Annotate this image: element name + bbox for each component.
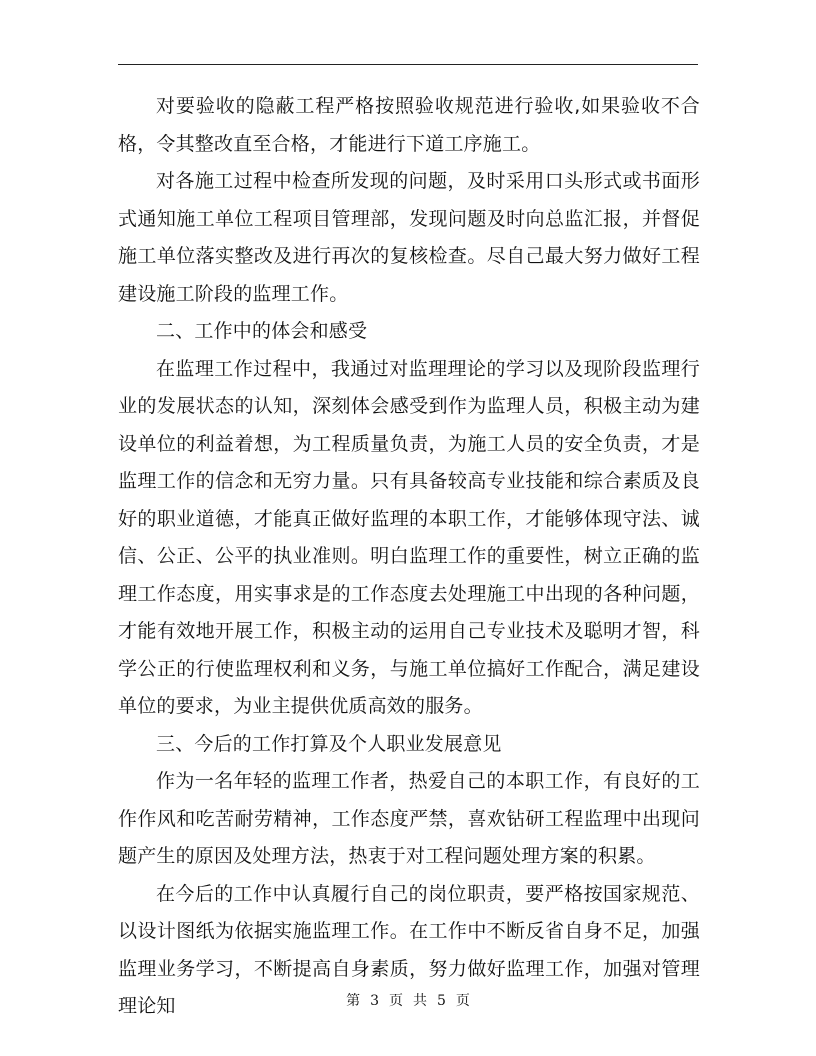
- section-heading-experience: 二、工作中的体会和感受: [156, 320, 368, 342]
- document-body: [118, 88, 700, 1026]
- footer-page-word: 页: [389, 993, 403, 1009]
- paragraph-future-work: 在今后的工作中认真履行自己的岗位职责，要严格按国家规范、以设计图纸为依据实施监理工作。在工作中不断反省自身不足，加强监理业务学习，不断提高自身素质，努力做好监理工作，加强对管理理论知: [118, 882, 700, 1017]
- page-footer: [0, 990, 816, 1010]
- footer-prefix: 第: [346, 993, 361, 1009]
- paragraph-self-description: 作为一名年轻的监理工作者，热爱自己的本职工作，有良好的工作作风和吃苦耐劳精神，工作态度严禁，喜欢钻研工程监理中出现问题产生的原因及处理方法，热衷于对工程问题处理方案的积累。: [118, 770, 700, 867]
- paragraph-issue-handling: 对各施工过程中检查所发现的问题，及时采用口头形式或书面形式通知施工单位工程项目管理部，发现问题及时向总监汇报，并督促施工单位落实整改及进行再次的复核检查。尽自己最大努力做好工程建设施工阶段的监理工作。: [118, 170, 700, 305]
- footer-total-word: 共: [413, 993, 427, 1009]
- header-rule: [118, 64, 698, 65]
- paragraph-experience: 在监理工作过程中，我通过对监理理论的学习以及现阶段监理行业的发展状态的认知，深刻体会感受到作为监理人员，积极主动为建设单位的利益着想，为工程质量负责，为施工人员的安全负责，才是监理工作的信念和无穷力量。只有具备较高专业技能和综合素质及良好的职业道德，才能真正做好监理的本职工作，才能够体现守法、诚信、公正、公平的执业准则。明白监理工作的重要性，树立正确的监理工作态度，用实事求是的工作态度去处理施工中出现的各种问题，才能有效地开展工作，积极主动的运用自己专业技术及聪明才智，科学公正的行使监理权利和义务，与施工单位搞好工作配合，满足建设单位的要求，为业主提供优质高效的服务。: [118, 357, 700, 717]
- paragraph-inspection: 对要验收的隐蔽工程严格按照验收规范进行验收,如果验收不合格，令其整改直至合格，才能进行下道工序施工。: [118, 95, 700, 155]
- footer-current-page: 3: [370, 993, 379, 1009]
- footer-suffix: 页: [455, 993, 470, 1009]
- footer-total-pages: 5: [437, 993, 446, 1009]
- section-heading-future-plans: 三、今后的工作打算及个人职业发展意见: [156, 732, 502, 755]
